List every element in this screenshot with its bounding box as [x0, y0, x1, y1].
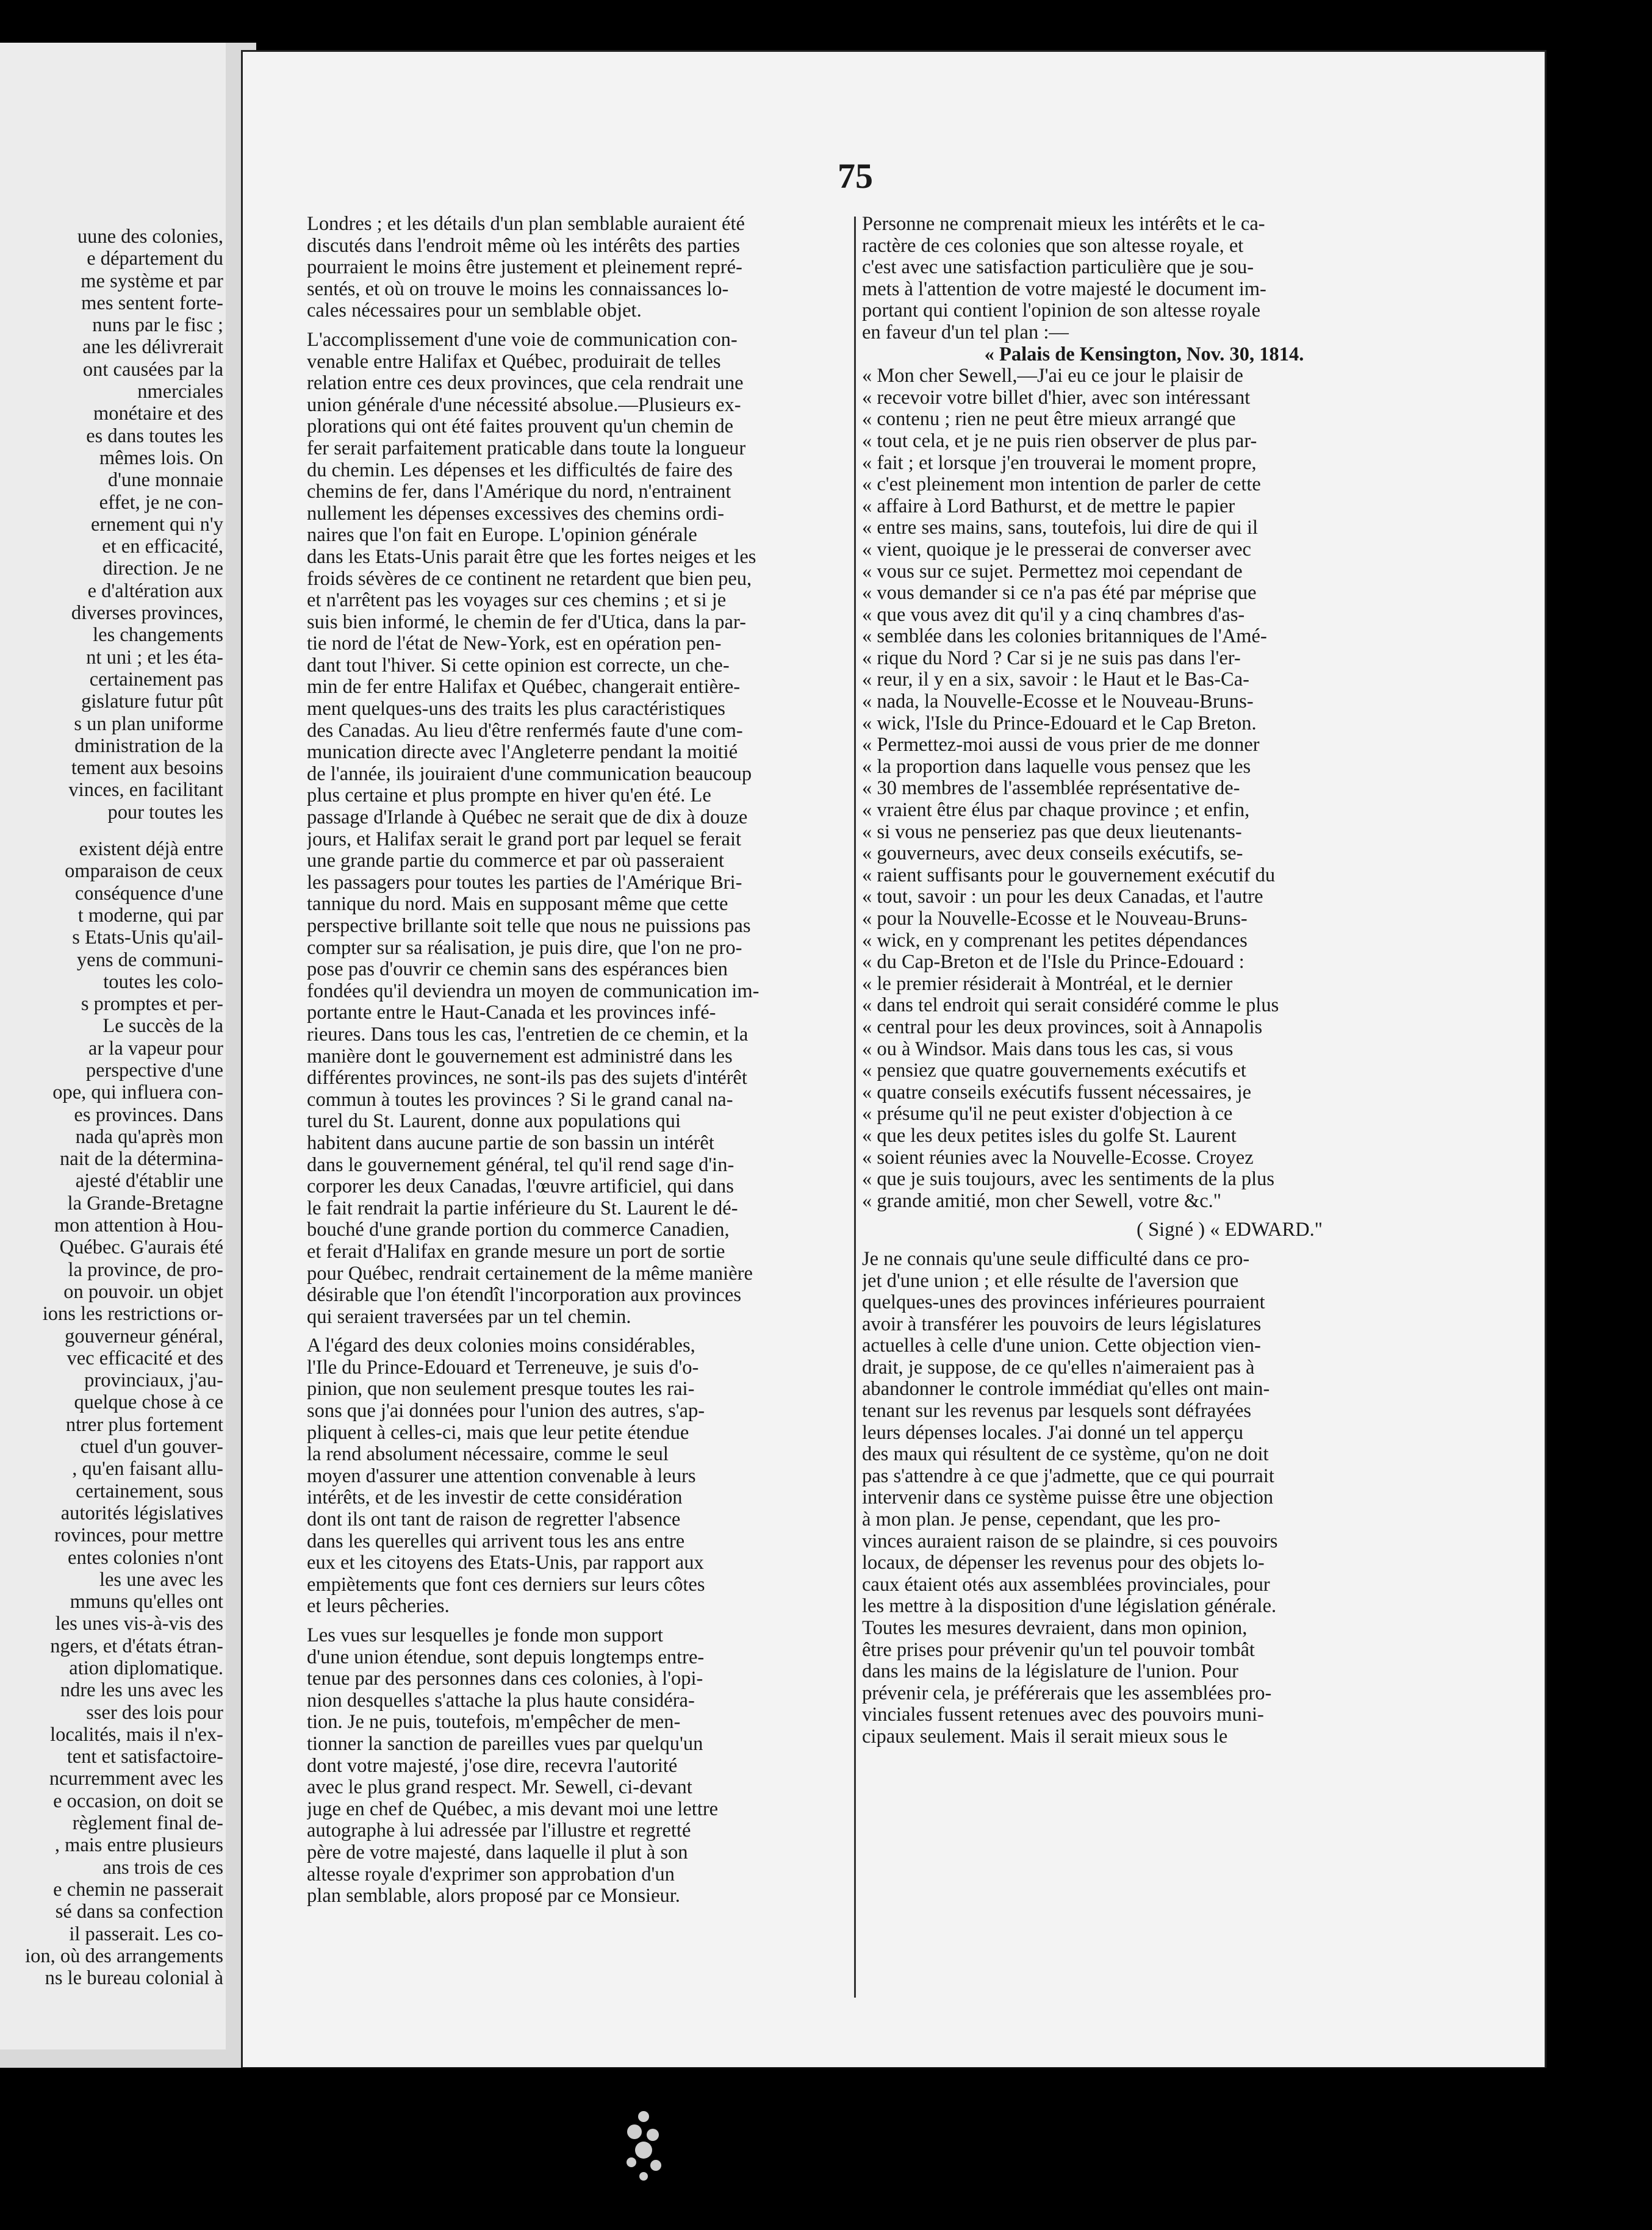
left-page-line: ar la vapeur pour	[88, 1037, 223, 1059]
closing-line: vinces auraient raison de se plaindre, si ces pouvoirs	[862, 1530, 1278, 1552]
left-column	[307, 213, 850, 1907]
left-page-line: certainement pas	[89, 668, 223, 690]
letter-line: « du Cap-Breton et de l'Isle du Prince-Edouard :	[862, 952, 1244, 973]
left-column-line: d'une union étendue, sont depuis longtemps entre-	[307, 1646, 705, 1668]
left-page-line: nada qu'après mon	[75, 1125, 223, 1148]
letter-line: « présume qu'il ne peut exister d'objection à ce	[862, 1103, 1233, 1125]
letter-line: « ou à Windsor. Mais dans tous les cas, si vous	[862, 1038, 1234, 1060]
closing-line: pas s'attendre à ce que j'admette, que ce qui pourrait	[862, 1465, 1274, 1487]
left-column-line: moyen d'assurer une attention convenable à leurs	[307, 1465, 696, 1487]
left-column-line: plan semblable, alors proposé par ce Monsieur.	[307, 1885, 680, 1907]
left-column-line: tie nord de l'état de New-York, est en opération pen-	[307, 633, 722, 655]
left-page-line: es dans toutes les	[86, 425, 223, 447]
left-column-line: désirable que l'on étendît l'incorporation aux provinces	[307, 1285, 742, 1307]
closing-line: cipaux seulement. Mais il serait mieux sous le	[862, 1726, 1228, 1748]
closing-line: des maux qui résultent de ce système, qu'on ne doit	[862, 1444, 1269, 1466]
letter-line: « fait ; et lorsque j'en trouverai le moment propre,	[862, 452, 1257, 474]
left-page-line: Le succès de la	[102, 1015, 223, 1038]
left-page-line: uune des colonies,	[77, 226, 223, 248]
closing-paragraph	[862, 1249, 1426, 1748]
left-page-line: provinciaux, j'au-	[84, 1369, 223, 1392]
letter-line: « vous sur ce sujet. Permettez moi cependant de	[862, 561, 1243, 583]
left-page-line: ncurremment avec les	[49, 1768, 223, 1790]
left-column-line: bouché d'une grande portion du commerce Canadien,	[307, 1219, 730, 1241]
closing-line: intervenir dans ce système puisse être une objection	[862, 1487, 1274, 1509]
intro-line: mets à l'attention de votre majesté le document im-	[862, 278, 1266, 300]
closing-line: locaux, de dépenser les revenus pour des objets lo-	[862, 1552, 1265, 1574]
left-page-line: ions les restrictions or-	[42, 1303, 223, 1325]
left-page-line: les changements	[93, 624, 223, 647]
left-column-line: venable entre Halifax et Québec, produirait de telles	[307, 351, 721, 373]
left-page-line: monétaire et des	[93, 403, 223, 425]
left-page-line: yens de communi-	[76, 948, 223, 971]
left-column-line: relation entre ces deux provinces, que cela rendrait une	[307, 373, 744, 395]
column-divider	[854, 217, 856, 1998]
left-page-line: Québec. G'aurais été	[59, 1236, 223, 1259]
letter-line: « quatre conseils exécutifs fussent nécessaires, je	[862, 1081, 1252, 1103]
letter-line: « nada, la Nouvelle-Ecosse et le Nouveau-Bruns-	[862, 691, 1254, 713]
closing-line: à mon plan. Je pense, cependant, que les pro-	[862, 1509, 1221, 1531]
left-column-line: corporer les deux Canadas, l'œuvre artificiel, qui dans	[307, 1176, 734, 1198]
left-page-line: direction. Je ne	[102, 558, 223, 580]
left-page-line: e occasion, on doit se	[53, 1790, 223, 1812]
left-column-line: pour Québec, rendrait certainement de la même manière	[307, 1263, 753, 1285]
left-column-line: munication directe avec l'Angleterre pendant la moitié	[307, 742, 738, 764]
left-column-line: tenue par des personnes dans ces colonies, à l'opi-	[307, 1668, 703, 1690]
left-page-line: règlement final de-	[72, 1812, 223, 1835]
left-column-line: dont votre majesté, j'ose dire, recevra l'autorité	[307, 1755, 678, 1777]
left-page-line: effet, je ne con-	[99, 491, 223, 514]
left-column-line: différentes provinces, ne sont-ils pas des sujets d'intérêt	[307, 1067, 747, 1089]
left-column-line: fondées qu'il deviendra un moyen de communication im-	[307, 980, 760, 1002]
left-column-line: nion desquelles s'attache la plus haute considéra-	[307, 1690, 695, 1712]
ink-blot-ornament	[610, 2104, 677, 2184]
closing-line: quelques-unes des provinces inférieures pourraient	[862, 1292, 1265, 1314]
intro-line: en faveur d'un tel plan :—	[862, 321, 1069, 343]
closing-line: actuelles à celle d'une union. Cette objection vien-	[862, 1335, 1261, 1357]
left-page-line: certainement, sous	[76, 1480, 223, 1502]
left-page-text	[0, 226, 223, 1989]
left-page-line: ctuel d'un gouver-	[80, 1436, 223, 1458]
left-page-line: ntrer plus fortement	[65, 1413, 223, 1436]
left-column-line: min de fer entre Halifax et Québec, changerait entière-	[307, 676, 741, 698]
letter-line: « soient réunies avec la Nouvelle-Ecosse. Croyez	[862, 1147, 1254, 1169]
left-column-line: la rend absolument nécessaire, comme le seul	[307, 1444, 669, 1466]
closing-line: jet d'une union ; et elle résulte de l'aversion que	[862, 1270, 1239, 1292]
left-page-line: ndre les uns avec les	[60, 1679, 223, 1702]
closing-line: avoir à transférer les pouvoirs de leurs législatures	[862, 1313, 1262, 1335]
letter-line: « vient, quoique je le presserai de converser avec	[862, 539, 1251, 561]
letter-line: « contenu ; rien ne peut être mieux arrangé que	[862, 409, 1236, 431]
left-page-line: gouverneur général,	[65, 1325, 223, 1347]
letter-line: « tout, savoir : un pour les deux Canadas, et l'autre	[862, 886, 1263, 908]
page-number: 75	[838, 156, 873, 196]
left-column-line: pose pas d'ouvrir ce chemin sans des espérances bien	[307, 959, 728, 981]
left-column-line: et leurs pêcheries.	[307, 1596, 450, 1618]
left-column-line: empiètements que font ces derniers sur leurs côtes	[307, 1574, 705, 1596]
left-page-line: et en efficacité,	[102, 536, 223, 558]
left-page-line: ope, qui influera con-	[52, 1081, 223, 1104]
left-page-line: ion, où des arrangements	[25, 1945, 223, 1967]
left-column-line: pourraient le moins être justement et pleinement repré-	[307, 257, 742, 279]
letter-line: « raient suffisants pour le gouvernement exécutif du	[862, 864, 1276, 886]
letter-line: « semblée dans les colonies britanniques de l'Amé-	[862, 626, 1267, 648]
left-column-line: plus certaine et plus prompte en hiver qu'en été. Le	[307, 785, 711, 807]
left-page-line: nait de la détermina-	[60, 1148, 223, 1171]
left-column-line: habitent dans aucune partie de son bassin un intérêt	[307, 1132, 714, 1154]
left-page-line: les unes vis-à-vis des	[55, 1613, 223, 1635]
left-page-line: mon attention à Hou-	[54, 1214, 223, 1237]
left-page-line: e département du	[87, 248, 223, 270]
left-page-line: autorités législatives	[60, 1502, 223, 1524]
left-page-line: d'une monnaie	[107, 469, 223, 492]
letter-line: « pensiez que quatre gouvernements exécutifs et	[862, 1060, 1246, 1082]
closing-line: être prises pour prévenir qu'un tel pouvoir tombât	[862, 1639, 1255, 1661]
left-page-line: s Etats-Unis qu'ail-	[72, 927, 223, 949]
left-page-line: ns le bureau colonial à	[45, 1967, 223, 1990]
right-intro	[862, 213, 1426, 344]
intro-line: ractère de ces colonies que son altesse royale, et	[862, 235, 1244, 257]
left-page-line: perspective d'une	[85, 1059, 223, 1081]
left-page-line: sser des lois pour	[86, 1701, 223, 1724]
left-column-line: sons que j'ai données pour l'union des autres, s'ap-	[307, 1400, 705, 1422]
left-column-line: le fait rendrait la partie inférieure du St. Laurent le dé-	[307, 1197, 738, 1219]
letter-line: « tout cela, et je ne puis rien observer de plus par-	[862, 430, 1257, 452]
left-column-line: passage d'Irlande à Québec ne serait que de dix à douze	[307, 807, 748, 829]
left-column-line: dans le gouvernement général, tel qu'il rend sage d'in-	[307, 1154, 734, 1176]
left-page-line: ngers, et d'états étran-	[50, 1635, 223, 1657]
left-page-line: nuns par le fisc ;	[92, 314, 223, 337]
left-page-line: t moderne, qui par	[77, 904, 223, 927]
letter-line: « que vous avez dit qu'il y a cinq chambres d'as-	[862, 604, 1245, 626]
left-page-line: e d'altération aux	[87, 579, 223, 602]
closing-line: leurs dépenses locales. J'ai donné un tel apperçu	[862, 1422, 1243, 1444]
letter-line: « wick, l'Isle du Prince-Edouard et le Cap Breton.	[862, 712, 1257, 734]
letter-line: « la proportion dans laquelle vous pensez que les	[862, 756, 1251, 778]
letter-line: « rique du Nord ? Car si je ne suis pas dans l'er-	[862, 647, 1241, 669]
left-page-line: la province, de pro-	[68, 1258, 223, 1281]
left-column-line: autographe à lui adressée par l'illustre et regretté	[307, 1820, 691, 1842]
letter-heading: « Palais de Kensington, Nov. 30, 1814.	[984, 343, 1304, 365]
left-page-line: diverses provinces,	[71, 602, 223, 625]
closing-line: vinciales fussent retenues avec des pouvoirs muni-	[862, 1704, 1264, 1726]
left-page-line: e chemin ne passerait	[53, 1878, 223, 1901]
letter-line: « vraient être élus par chaque province ; et enfin,	[862, 800, 1250, 822]
left-column-line: chemins de fer, dans l'Amérique du nord, n'entrainent	[307, 481, 731, 503]
letter-line: « gouverneurs, avec deux conseils exécutifs, se-	[862, 843, 1243, 865]
left-column-line: tannique du nord. Mais en supposant même que cette	[307, 894, 728, 916]
left-page-line: on pouvoir. un objet	[63, 1280, 223, 1303]
left-column-line: intérêts, et de les investir de cette considération	[307, 1487, 683, 1509]
left-column-line: et n'arrêtent pas les voyages sur ces chemins ; et si je	[307, 590, 727, 612]
left-column-line: eux et les citoyens des Etats-Unis, par rapport aux	[307, 1552, 704, 1574]
left-column-line: perspective brillante soit telle que nous ne puissions pas	[307, 916, 751, 937]
left-page-line: mes sentent forte-	[81, 292, 223, 314]
intro-line: Personne ne comprenait mieux les intérêts et le ca-	[862, 213, 1265, 235]
left-column-line: A l'égard des deux colonies moins considérables,	[307, 1335, 695, 1357]
right-column	[862, 213, 1426, 1748]
left-page-line: mêmes lois. On	[99, 446, 223, 469]
left-page-line: la Grande-Bretagne	[67, 1192, 223, 1214]
left-column-line: des Canadas. Au lieu d'être renfermés faute d'une com-	[307, 720, 743, 742]
letter-line: « que les deux petites isles du golfe St. Laurent	[862, 1125, 1237, 1147]
left-page-line: les une avec les	[99, 1568, 223, 1591]
closing-line: Je ne connais qu'une seule difficulté dans ce pro-	[862, 1248, 1250, 1270]
left-column-line: discutés dans l'endroit même où les intérêts des parties	[307, 235, 740, 257]
left-column-line: froids sévères de ce continent ne retardent que bien peu,	[307, 568, 752, 590]
letter-signature: ( Signé ) « EDWARD."	[1137, 1219, 1323, 1241]
main-page	[241, 50, 1546, 2069]
letter-line: « grande amitié, mon cher Sewell, votre &c."	[862, 1190, 1222, 1212]
left-column-line: dans les querelles qui arrivent tous les ans entre	[307, 1530, 685, 1552]
left-page-line: conséquence d'une	[74, 882, 223, 905]
left-column-line: union générale d'une nécessité absolue.—Plusieurs ex-	[307, 394, 741, 416]
left-page-line: localités, mais il n'ex-	[50, 1723, 223, 1746]
left-page-fragment	[0, 43, 226, 2049]
letter-line: « si vous ne penseriez pas que deux lieutenants-	[862, 821, 1242, 843]
closing-line: drait, je suppose, de ce qu'elles n'aimeraient pas à	[862, 1357, 1255, 1379]
left-column-line: portante entre le Haut-Canada et les provinces infé-	[307, 1002, 716, 1024]
closing-line: abandonner le controle immédiat qu'elles ont main-	[862, 1379, 1270, 1400]
left-column-line: avec le plus grand respect. Mr. Sewell, ci-devant	[307, 1777, 692, 1799]
left-page-line: nt uni ; et les éta-	[86, 646, 223, 669]
left-column-line: une grande partie du commerce et par où passeraient	[307, 850, 724, 872]
left-page-line: omparaison de ceux	[65, 860, 223, 883]
left-column-line: Londres ; et les détails d'un plan semblable auraient été	[307, 213, 745, 235]
left-page-line: nmerciales	[137, 381, 223, 403]
closing-line: Toutes les mesures devraient, dans mon opinion,	[862, 1618, 1248, 1639]
left-column-line: père de votre majesté, dans laquelle il plut à son	[307, 1841, 688, 1863]
left-column-line: L'accomplissement d'une voie de communication con-	[307, 329, 738, 351]
left-page-line: tement aux besoins	[71, 757, 223, 780]
left-page-line: existent déjà entre	[79, 838, 223, 861]
left-column-line: l'Ile du Prince-Edouard et Terreneuve, je suis d'o-	[307, 1357, 699, 1379]
closing-line: dans les mains de la législature de l'union. Pour	[862, 1661, 1238, 1683]
left-column-line: juge en chef de Québec, a mis devant moi une lettre	[307, 1798, 719, 1820]
left-column-line: de l'année, ils jouiraient d'une communication beaucoup	[307, 763, 752, 785]
letter-line: « affaire à Lord Bathurst, et de mettre le papier	[862, 495, 1235, 517]
intro-line: c'est avec une satisfaction particulière que je sou-	[862, 257, 1254, 279]
closing-line: prévenir cela, je préférerais que les assemblées pro-	[862, 1682, 1272, 1704]
left-page-line: mmuns qu'elles ont	[70, 1591, 223, 1613]
left-column-line: tion. Je ne puis, toutefois, m'empêcher de men-	[307, 1712, 681, 1733]
left-page-line: ajesté d'établir une	[75, 1170, 223, 1192]
letter-line: « central pour les deux provinces, soit à Annapolis	[862, 1016, 1263, 1038]
left-column-line: commun à toutes les provinces ? Si le grand canal na-	[307, 1089, 733, 1111]
left-column-line: rieures. Dans tous les cas, l'entretien de ce chemin, et la	[307, 1024, 749, 1045]
left-page-line: ont causées par la	[82, 358, 223, 381]
left-page-line: s un plan uniforme	[74, 712, 223, 735]
letter-line: « dans tel endroit qui serait considéré comme le plus	[862, 995, 1279, 1017]
left-column-line: les passagers pour toutes les parties de l'Amérique Bri-	[307, 872, 742, 894]
left-page-line: vinces, en facilitant	[68, 779, 223, 801]
left-column-line: dont ils ont tant de raison de regretter l'absence	[307, 1509, 681, 1531]
left-column-line: altesse royale d'exprimer son approbation d'un	[307, 1863, 675, 1885]
left-column-line: jours, et Halifax serait le grand port par lequel se ferait	[307, 828, 742, 850]
letter-line: « que je suis toujours, avec les sentiments de la plus	[862, 1169, 1275, 1191]
left-page-line: pour toutes les	[107, 801, 223, 823]
left-page-line: vec efficacité et des	[66, 1347, 223, 1369]
left-page-line: toutes les colo-	[103, 970, 223, 993]
left-column-line: qui seraient traversées par un tel chemin.	[307, 1306, 631, 1328]
letter-line: « entre ses mains, sans, toutefois, lui dire de qui il	[862, 517, 1258, 539]
left-page-line	[0, 823, 223, 838]
left-column-line: naires que l'on fait en Europe. L'opinion générale	[307, 525, 697, 547]
letter-line: « 30 membres de l'assemblée représentative de-	[862, 778, 1240, 800]
left-column-line: dans les Etats-Unis parait être que les fortes neiges et les	[307, 546, 756, 568]
left-page-line: ernement qui n'y	[90, 513, 223, 536]
left-column-line: fer serait parfaitement praticable dans toute la longueur	[307, 437, 746, 459]
closing-line: les mettre à la disposition d'une législation générale.	[862, 1596, 1277, 1618]
left-column-line: et ferait d'Halifax en grande mesure un port de sortie	[307, 1241, 725, 1263]
scan-bottom-margin	[0, 2068, 1652, 2230]
left-column-line: suis bien informé, le chemin de fer d'Utica, dans la par-	[307, 611, 746, 633]
left-column-line: Les vues sur lesquelles je fonde mon support	[307, 1625, 663, 1646]
letter-line: « recevoir votre billet d'hier, avec son intéressant	[862, 387, 1251, 409]
letter-line: « Mon cher Sewell,—J'ai eu ce jour le plaisir de	[862, 365, 1243, 387]
left-page-line: ans trois de ces	[102, 1856, 223, 1879]
left-column-line: nullement les dépenses excessives des chemins ordi-	[307, 503, 725, 525]
left-page-line: ane les délivrerait	[82, 336, 223, 359]
left-page-line: quelque chose à ce	[74, 1391, 223, 1414]
left-page-line: es provinces. Dans	[74, 1103, 223, 1126]
left-column-line: cales nécessaires pour un semblable objet.	[307, 300, 642, 322]
left-page-line: entes colonies n'ont	[68, 1546, 223, 1569]
left-column-line: ment quelques-uns des traits les plus caractéristiques	[307, 698, 725, 720]
left-column-line: du chemin. Les dépenses et les difficultés de faire des	[307, 459, 733, 481]
left-column-line: compter sur sa réalisation, je puis dire, que l'on ne pro-	[307, 937, 742, 959]
left-page-line: dministration de la	[74, 734, 223, 757]
left-page-line: ation diplomatique.	[69, 1657, 223, 1679]
letter-line: « reur, il y en a six, savoir : le Haut et le Bas-Ca-	[862, 669, 1249, 691]
intro-line: portant qui contient l'opinion de son altesse royale	[862, 300, 1260, 322]
letter-line: « le premier résiderait à Montréal, et le dernier	[862, 973, 1233, 995]
letter-body	[862, 365, 1426, 1212]
left-page-line: tent et satisfactoire-	[66, 1746, 223, 1768]
left-column-line: pliquent à celles-ci, mais que leur petite étendue	[307, 1422, 689, 1444]
left-page-line: il passerait. Les co-	[69, 1923, 223, 1945]
left-page-line: sé dans sa confection	[55, 1901, 223, 1923]
left-column-line: turel du St. Laurent, donne aux populations qui	[307, 1111, 681, 1133]
letter-line: « pour la Nouvelle-Ecosse et le Nouveau-Bruns-	[862, 908, 1248, 930]
letter-line: « c'est pleinement mon intention de parler de cette	[862, 474, 1261, 496]
left-page-line: me système et par	[81, 270, 223, 292]
left-column-line: manière dont le gouvernement est administré dans les	[307, 1045, 733, 1067]
left-page-line: s promptes et per-	[81, 993, 223, 1016]
left-page-line: gislature futur pût	[81, 690, 223, 713]
left-page-line: , mais entre plusieurs	[54, 1834, 223, 1857]
letter-line: « wick, en y comprenant les petites dépendances	[862, 930, 1248, 952]
closing-line: caux étaient otés aux assemblées provinciales, pour	[862, 1574, 1270, 1596]
left-column-line: pinion, que non seulement presque toutes les rai-	[307, 1379, 695, 1400]
letter-line: « vous demander si ce n'a pas été par méprise que	[862, 583, 1257, 604]
left-page-line: rovinces, pour mettre	[54, 1524, 223, 1547]
letter-line: « Permettez-moi aussi de vous prier de me donner	[862, 734, 1260, 756]
left-column-line: plorations qui ont été faites prouvent qu'un chemin de	[307, 416, 734, 438]
left-column-line: tionner la sanction de pareilles vues par quelqu'un	[307, 1733, 703, 1755]
closing-line: tenant sur les revenus par lesquels sont défrayées	[862, 1400, 1252, 1422]
left-column-line: sentés, et où on trouve le moins les connaissances lo-	[307, 278, 729, 300]
left-column-line: dant tout l'hiver. Si cette opinion est correcte, un che-	[307, 654, 730, 676]
left-page-line: , qu'en faisant allu-	[72, 1458, 223, 1480]
